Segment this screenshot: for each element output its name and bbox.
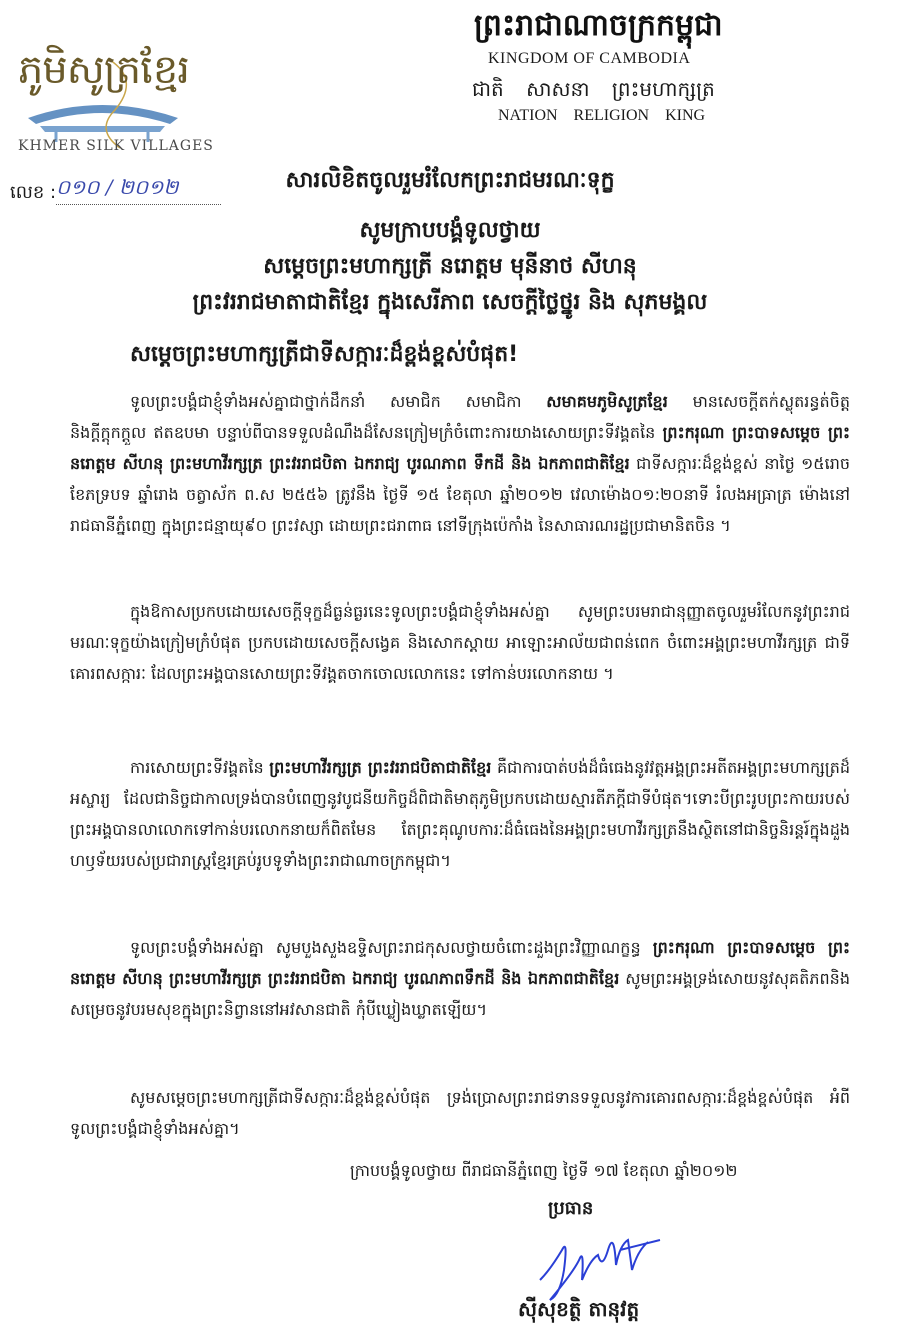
body-paragraph-4	[70, 932, 850, 1025]
p1-text-e: ជាទីសក្ការៈដ៏ខ្ពង់ខ្ពស់ នាថ្ងៃ ១៥រោច ខែភទ្របទ ឆ្នាំរោង ចត្វាស័ក ព.ស ២៥៥៦ ត្រូវនឹង ថ្ងៃទី ១៥ ខែតុលា ឆ្នាំ២០១២ វេលាម៉ោង០១:២០នាទី រំលងអធ្រាត្រ ម៉ោងនៅរាជធានីភ្នំពេញ ក្នុងព្រះជន្មាយុ៩០ ព្រះវស្សា ដោយព្រះជរាពាធ នៅទីក្រុងប៉េកាំង នៃសាធារណរដ្ឋប្រជាមានិតចិន ។	[70, 454, 851, 535]
body-paragraph-2	[70, 596, 850, 689]
body-paragraph-3	[70, 752, 850, 876]
p1-text-c: មានសេចក្តីតក់ស្លុតរន្ធត់ចិត្ត និងក្តីក្តុកក្តួល ឥតឧបមា បន្ទាប់ពីបានទទួលដំណឹងដ៏សែនក្រៀមក្រំចំពោះការយាងសោយព្រះទីវង្គតនៃ	[70, 392, 850, 442]
p3-text-c: គឺជាការបាត់បង់ដ៏ធំធេងនូវវត្តអង្គព្រះអតីតអង្គព្រះមហាក្សត្រដ៏អស្ចារ្យ ដែលជានិច្ចជាកាលទ្រង់បានបំពេញនូវបូជនីយកិច្ចដ៏ពិជាតិមាតុភូមិប្រកបដោយស្មារតីភក្តីជាទីបំផុត។ទោះបីព្រះរូបព្រះកាយរបស់ព្រះអង្គបានលាលោកទៅកាន់បរលោកនាយក៏ពិតមែន តែព្រះគុណូបការៈដ៏ធំធេងនៃអង្គព្រះមហាវីរក្សត្រនឹងស្ថិតនៅជានិច្ចនិរន្តរ៍ក្នុងដួងហឫទ័យរបស់ប្រជារាស្ត្រខ្មែរគ្រប់រូបទូទាំងព្រះរាជាណាចក្រកម្ពុជា។	[70, 758, 851, 870]
addressee-name: សម្តេចព្រះមហាក្សត្រី នរោត្តម មុនីនាថ សីហនុ	[263, 254, 637, 279]
p4-text-a: ទូលព្រះបង្គំទាំងអស់គ្នា សូមបួងសួងឧទ្ទិសព្រះរាជកុសលថ្វាយចំពោះដួងព្រះវិញ្ញាណក្ខន្ធ	[130, 938, 653, 957]
p3-king-title: ព្រះមហាវីរក្សត្រ ព្រះវររាជបិតាជាតិខ្មែរ	[269, 758, 492, 777]
addressee-title: ព្រះវររាជមាតាជាតិខ្មែរ ក្នុងសេរីភាព សេចក្តីថ្លៃថ្នូរ និង សុភមង្គល	[192, 290, 708, 315]
kingdom-khmer: ព្រះរាជាណាចក្រកម្ពុជា	[474, 8, 723, 43]
kingdom-english: KINGDOM OF CAMBODIA	[488, 50, 691, 67]
motto-english: NATION RELIGION KING	[498, 107, 706, 124]
body-paragraph-1	[70, 386, 850, 541]
logo-english-text: KHMER SILK VILLAGES	[18, 138, 214, 154]
p5-text: សូមសម្តេចព្រះមហាក្សត្រីជាទីសក្ការៈដ៏ខ្ពង់ខ្ពស់បំផុត ទ្រង់ប្រោសព្រះរាជទានទទួលនូវការគោរពសក្ការៈដ៏ខ្ពង់ខ្ពស់បំផុត អំពីទូលព្រះបង្គំជាខ្ញុំទាំងអស់គ្នា។	[70, 1088, 850, 1138]
reference-number: ០១០ / ២០១២	[56, 174, 221, 205]
p1-association-name: សមាគមភូមិសូត្រខ្មែរ	[546, 392, 668, 411]
reference-label: លេខ :	[10, 182, 57, 203]
motto-khmer: ជាតិ សាសនា ព្រះមហាក្សត្រ	[472, 77, 715, 101]
handwritten-signature	[520, 1210, 670, 1310]
body-paragraph-5	[70, 1082, 850, 1144]
logo-khmer-text: ភូមិសូត្រខ្មែរ	[18, 47, 189, 93]
p4-king-title: ព្រះករុណា ព្រះបាទសម្តេច ព្រះនរោត្តម សីហនុ ព្រះមហាវីរក្សត្រ ព្រះវររាជបិតា ឯករាជ្យ បូរណភាពទឹកដី និង ឯកភាពជាតិខ្មែរ	[70, 938, 851, 988]
p4-text-c: សូមព្រះអង្គទ្រង់សោយនូវសុគតិភពនិងសម្រេចនូវបរមសុខក្នុងព្រះនិព្វាននៅអវសានជាតិ កុំបីឃ្លៀងឃ្លាតឡើយ។	[70, 969, 850, 1019]
signer-name: ស៊ីសុខត្ថិ តានុវត្ត	[518, 1297, 640, 1321]
document-title: សារលិខិតចូលរួមរំលែកព្រះរាជមរណៈទុក្ខ	[285, 168, 615, 193]
p1-king-title: ព្រះករុណា ព្រះបាទសម្តេច ព្រះនរោត្តម សីហនុ ព្រះមហាវីរក្សត្រ ព្រះវររាជបិតា ឯករាជ្យ បូរណភាព ទឹកដី និង ឯកភាពជាតិខ្មែរ	[70, 423, 850, 473]
to-line: សូមក្រាបបង្គំទូលថ្វាយ	[359, 218, 541, 243]
signer-title: ប្រធាន	[548, 1198, 594, 1219]
closing-line: ក្រាបបង្គំទូលថ្វាយ ពីរាជធានីភ្នំពេញ ថ្ងៃទី ១៧ ខែតុលា ឆ្នាំ២០១២	[350, 1161, 738, 1180]
p3-text-a: ការសោយព្រះទីវង្គតនៃ	[130, 758, 270, 777]
salutation: សម្តេចព្រះមហាក្សត្រីជាទីសក្ការៈដ៏ខ្ពង់ខ្ពស់បំផុត!	[130, 342, 519, 367]
p1-text-a: ទូលព្រះបង្គំជាខ្ញុំទាំងអស់គ្នាជាថ្នាក់ដឹកនាំ សមាជិក សមាជិកា	[130, 392, 547, 411]
p2-text: ក្នុងឱកាសប្រកបដោយសេចក្តីទុក្ខដ៏ធ្ងន់ធ្ងរនេះទូលព្រះបង្គំជាខ្ញុំទាំងអស់គ្នា សូមព្រះបរមរាជានុញ្ញាតចូលរួមរំលែកនូវព្រះរាជមរណៈទុក្ខយ៉ាងក្រៀមក្រំបំផុត ប្រកបដោយសេចក្តីសង្វេគ និងសោកស្តាយ អាឡោះអាល័យជាពន់ពេក ចំពោះអង្គព្រះមហាវីរក្សត្រ ជាទីគោរពសក្ការៈ ដែលព្រះអង្គបានសោយព្រះទីវង្គតចាកចោលលោកនេះ ទៅកាន់បរលោកនាយ ។	[70, 602, 850, 683]
